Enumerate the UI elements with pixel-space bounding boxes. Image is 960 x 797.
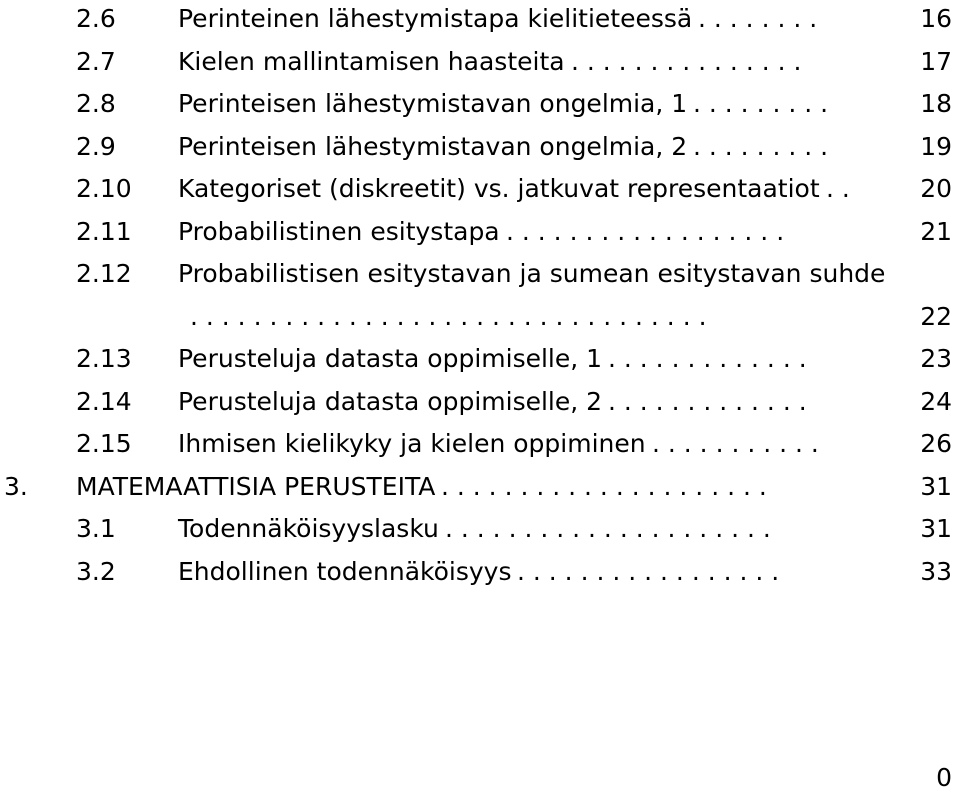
toc-entry-continuation[interactable] (0, 298, 960, 336)
dot-leader: . . . . . . . . . . . . . . . . . (517, 556, 780, 586)
dot-leader: . . . . . . . . . . . . . (608, 386, 807, 416)
toc-entry-page: 33 (920, 556, 952, 586)
toc-entry-page: 17 (920, 46, 952, 76)
toc-entry-title: Kielen mallintamisen haasteita (178, 46, 565, 76)
toc-entry-number: 2.15 (76, 429, 132, 458)
toc-entry-number: 2.8 (76, 89, 116, 118)
dot-leader: . . . . . . . . (698, 4, 818, 33)
toc-entry-number: 3.2 (76, 556, 116, 586)
toc-entry-title: Ehdollinen todennäköisyys (178, 556, 512, 586)
dot-leader: . . . . . . . . . (693, 131, 829, 161)
toc-entry[interactable] (0, 425, 960, 463)
dot-leader: . . . . . . . . . (693, 89, 829, 118)
page-number: 0 (936, 763, 952, 792)
toc-entry-number: 2.9 (76, 131, 116, 161)
toc-entry-number: 2.7 (76, 46, 116, 76)
toc-entry[interactable] (0, 128, 960, 166)
dot-leader: . . . . . . . . . . . . . . . . . . . . . (445, 514, 771, 543)
toc-entry[interactable] (0, 255, 960, 293)
dot-leader: . . . . . . . . . . . . . . . (571, 46, 802, 76)
toc-entry-page: 23 (920, 344, 952, 373)
toc-entry-title: Probabilistinen esitystapa (178, 216, 500, 246)
toc-entry[interactable] (0, 43, 960, 81)
toc-entry-page: 22 (920, 301, 952, 331)
toc-entry-number: 2.10 (76, 174, 132, 203)
dot-leader: . . (826, 174, 850, 203)
dot-leader: . . . . . . . . . . . . . . . . . . (506, 216, 785, 246)
toc-entry-title: Kategoriset (diskreetit) vs. jatkuvat representaatiot (178, 174, 820, 203)
dot-leader: . . . . . . . . . . . . . . . . . . . . . . . . . . . . . . . . . (190, 301, 707, 331)
toc-entry-title: Perusteluja datasta oppimiselle, 2 (178, 386, 603, 416)
toc-entry-number: 2.12 (76, 259, 132, 288)
dot-leader: . . . . . . . . . . . (652, 429, 819, 458)
toc-entry-title: Perinteinen lähestymistapa kielitieteessä (178, 4, 693, 33)
dot-leader: . . . . . . . . . . . . . . . . . . . . . (441, 471, 767, 501)
toc-entry-title: Perusteluja datasta oppimiselle, 1 (178, 344, 603, 373)
toc-entry-number: 2.6 (76, 4, 116, 33)
toc-entry-number: 3. (4, 471, 28, 501)
toc-entry-title: Probabilistisen esitystavan ja sumean esitystavan suhde (178, 259, 886, 288)
toc-entry-page: 31 (920, 514, 952, 543)
toc-entry-page: 20 (920, 174, 952, 203)
toc-entry-page: 24 (920, 386, 952, 416)
toc-entry-page: 21 (920, 216, 952, 246)
toc-entry[interactable] (0, 340, 960, 378)
toc-entry-number: 2.11 (76, 216, 132, 246)
toc-entry-page: 31 (920, 471, 952, 501)
toc-entry-title: Todennäköisyyslasku (178, 514, 439, 543)
toc-entry-number: 3.1 (76, 514, 116, 543)
toc-entry-page: 16 (920, 4, 952, 33)
toc-entry-title: Perinteisen lähestymistavan ongelmia, 2 (178, 131, 688, 161)
toc-entry-title: Ihmisen kielikyky ja kielen oppiminen (178, 429, 646, 458)
toc-entry[interactable] (0, 383, 960, 421)
toc-entry-page: 26 (920, 429, 952, 458)
toc-entry[interactable] (0, 468, 960, 506)
toc-entry-title: Perinteisen lähestymistavan ongelmia, 1 (178, 89, 688, 118)
toc-entry-title: MATEMAATTISIA PERUSTEITA (76, 471, 436, 501)
toc-entry[interactable] (0, 213, 960, 251)
toc-entry[interactable] (0, 170, 960, 208)
toc-entry-page: 18 (920, 89, 952, 118)
toc-entry[interactable] (0, 85, 960, 123)
toc-entry[interactable] (0, 553, 960, 591)
dot-leader: . . . . . . . . . . . . . (608, 344, 807, 373)
toc-entry-page: 19 (920, 131, 952, 161)
toc-entry[interactable] (0, 0, 960, 38)
toc-entry[interactable] (0, 510, 960, 548)
toc-entry-number: 2.14 (76, 386, 132, 416)
toc-entry-number: 2.13 (76, 344, 132, 373)
